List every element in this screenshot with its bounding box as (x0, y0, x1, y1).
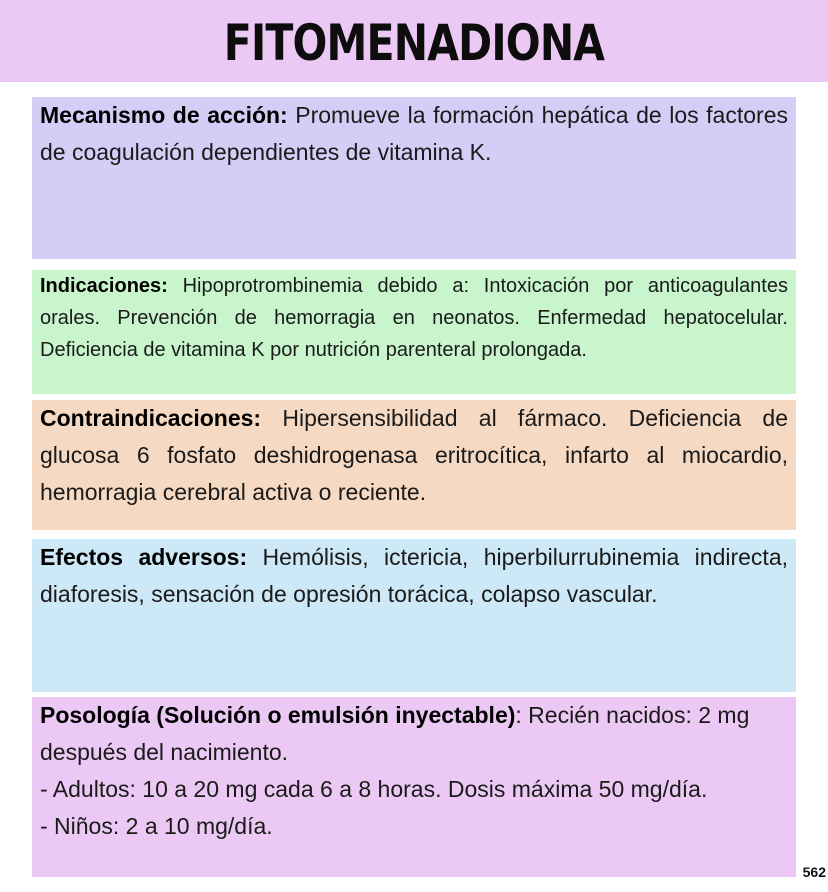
indicaciones-text: Hipoprotrombinemia debido a: Intoxicación por anticoagulantes orales. Prevención de hemorragia en neonatos. Enfermedad hepatocelular. Deficiencia de vitamina K por nutrición parenteral prolongada. (40, 275, 788, 361)
page-title: FITOMENADIONA (223, 14, 605, 72)
efectos-label: Efectos adversos: (40, 544, 248, 570)
posologia-ninos: - Niños: 2 a 10 mg/día. (40, 813, 273, 839)
posologia-label: Posología (Solución o emulsión inyectable) (40, 702, 516, 728)
mecanismo-section (32, 97, 796, 259)
efectos-text: Hemólisis, ictericia, hiperbilurrubinemia indirecta, diaforesis, sensación de opresión torácica, colapso vascular. (40, 544, 789, 607)
page-number: 562 (802, 864, 826, 880)
contraindicaciones-text: Hipersensibilidad al fármaco. Deficiencia de glucosa 6 fosfato deshidrogenasa eritrocítica, infarto al miocardio, hemorragia cerebral activa o reciente. (40, 405, 788, 505)
mecanismo-label: Mecanismo de acción: (40, 102, 288, 128)
title-banner (0, 0, 828, 82)
posologia-intro (40, 697, 788, 771)
efectos-adversos-section (32, 539, 796, 692)
posologia-text: : Recién nacidos: 2 mg después del nacimiento. (40, 702, 750, 765)
indicaciones-label: Indicaciones: (40, 275, 168, 297)
contraindicaciones-label: Contraindicaciones: (40, 405, 262, 431)
mecanismo-text: Promueve la formación hepática de los factores de coagulación dependientes de vitamina K. (40, 102, 788, 165)
contraindicaciones-section (32, 400, 796, 530)
posologia-adultos: - Adultos: 10 a 20 mg cada 6 a 8 horas. Dosis máxima 50 mg/día. (40, 776, 708, 802)
indicaciones-section (32, 270, 796, 394)
posologia-section (32, 697, 796, 877)
